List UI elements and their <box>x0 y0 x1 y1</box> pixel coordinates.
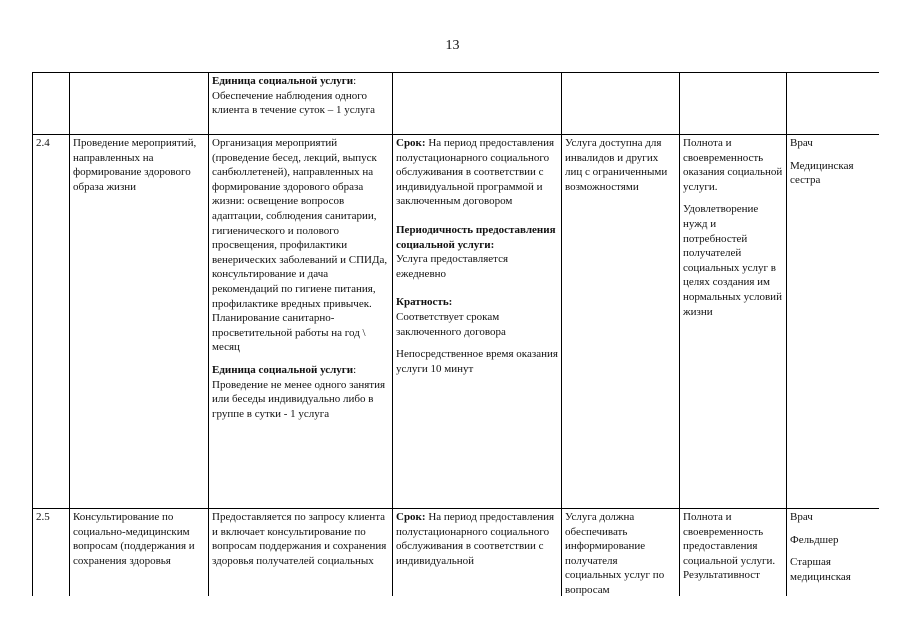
cell-staff <box>787 73 880 135</box>
periodicity-text: Услуга предоставляется ежедневно <box>396 253 509 280</box>
staff-item: Фельдшер <box>790 533 839 546</box>
cell-num <box>33 73 70 135</box>
evaluation-text: Полнота и своевременность предоставления социальной услуги. Результативност <box>683 511 776 582</box>
cell-service-name <box>70 73 209 135</box>
staff-item: Медицинская сестра <box>790 159 854 187</box>
cell-service-content <box>209 135 393 509</box>
cell-accessibility: Услуга должна обеспечивать информирование получателя социальных услуг по вопросам <box>562 509 680 597</box>
cell-accessibility: Услуга доступна для инвалидов и других лиц с ограниченными возможностями <box>562 135 680 509</box>
cell-staff <box>787 509 880 597</box>
services-table <box>32 72 879 596</box>
evaluation-text: Удовлетворение нужд и потребностей получателей социальных услуг в целях создания им нормальных условий жизни <box>683 203 782 318</box>
staff-item: Врач <box>790 137 813 149</box>
table-row <box>33 73 880 135</box>
unit-text: Обеспечение наблюдения одного клиента в течение суток – 1 услуга <box>212 89 376 117</box>
cell-num: 2.5 <box>33 509 70 597</box>
content-text: Организация мероприятий (проведение бесед, лекций, выпуск санбюллетеней), направленных на формирование здорового образа жизни: освещение вопросов адаптации, соблюдения санитарии, гигиенического и полового просвещения, профилактики венерических заболеваний и СПИДа, консультирование и дача рекомендаций по гигиене питания, профилактике вредных привычек. <box>212 137 388 310</box>
term-text: На период предоставления полустационарного социального обслуживания в соответствии с индивидуальной программой и заключенным договором <box>396 137 555 208</box>
unit-label: Единица социальной услуги <box>212 363 354 376</box>
cell-conditions <box>393 135 562 509</box>
term-line <box>396 136 558 209</box>
term-line <box>396 510 558 568</box>
periodicity-label: Периодичность предоставления социальной услуги: <box>396 223 556 251</box>
cell-service-name: Консультирование по социально-медицинским вопросам (поддержания и сохранения здоровья <box>70 509 209 597</box>
cell-num: 2.4 <box>33 135 70 509</box>
cell-accessibility <box>562 73 680 135</box>
multiplicity-text: Соответствует срокам заключенного договора <box>396 310 506 338</box>
unit-label-line: Единица социальной услуги: <box>212 363 357 376</box>
term-label: Срок: <box>396 511 426 523</box>
cell-evaluation <box>680 135 787 509</box>
content-text: Предоставляется по запросу клиента и включает консультирование по вопросам поддержания и сохранения здоровья получателей социальных <box>212 511 387 567</box>
table-row <box>33 135 880 509</box>
term-label: Срок: <box>396 137 426 149</box>
multiplicity-label: Кратность: <box>396 296 453 309</box>
unit-label: Единица социальной услуги <box>212 75 354 87</box>
evaluation-text: Полнота и своевременность оказания социальной услуги. <box>683 137 783 193</box>
cell-service-content <box>209 73 393 135</box>
cell-conditions <box>393 509 562 597</box>
cell-evaluation <box>680 73 787 135</box>
term-text: На период предоставления полустационарного социального обслуживания в соответствии с индивидуальной <box>396 511 555 567</box>
page-number: 13 <box>445 38 460 53</box>
content-planning: Планирование санитарно-просветительной работы на год \ месяц <box>212 312 366 354</box>
table-row <box>33 509 880 597</box>
unit-label-line: Единица социальной услуги: <box>212 75 357 87</box>
cell-service-name: Проведение мероприятий, направленных на формирование здорового образа жизни <box>70 135 209 509</box>
duration-text: Непосредственное время оказания услуги 10 минут <box>396 348 558 375</box>
staff-item: Врач <box>790 511 813 523</box>
cell-conditions <box>393 73 562 135</box>
cell-evaluation <box>680 509 787 597</box>
cell-staff <box>787 135 880 509</box>
staff-item: Старшая медицинская <box>790 556 851 583</box>
cell-service-content <box>209 509 393 597</box>
services-table-wrapper <box>32 72 879 596</box>
unit-text: Проведение не менее одного занятия или беседы индивидуально либо в группе в сутки - 1 услуга <box>212 378 386 420</box>
